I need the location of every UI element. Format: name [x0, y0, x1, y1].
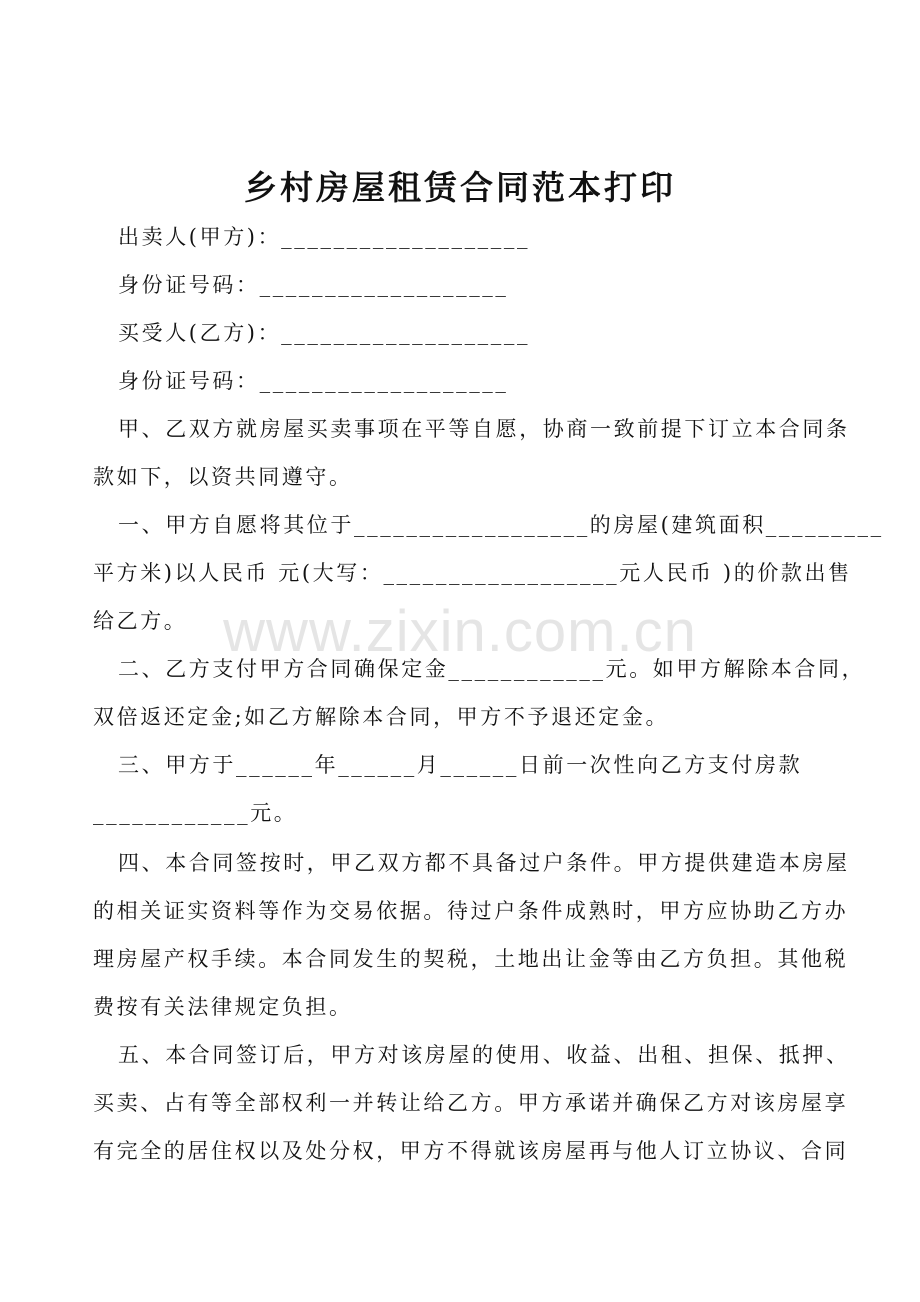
clause-4-line: 四、本合同签按时，甲乙双方都不具备过户条件。甲方提供建造本房屋: [118, 851, 850, 875]
watermark: www.zixin.com.cn: [223, 599, 697, 664]
seller-id-line: 身份证号码：___________________: [118, 273, 509, 297]
intro-paragraph-line: 甲、乙双方就房屋买卖事项在平等自愿，协商一致前提下订立本合同条: [118, 417, 850, 441]
clause-1-line: 平方米)以人民币 元(大写：__________________元人民币 )的价款出售: [93, 561, 852, 585]
clause-3-line: 三、甲方于______年______月______日前一次性向乙方支付房款: [118, 753, 803, 777]
clause-4-line: 理房屋产权手续。本合同发生的契税，土地出让金等由乙方负担。其他税: [93, 947, 849, 971]
clause-5-line: 五、本合同签订后，甲方对该房屋的使用、收益、出租、担保、抵押、: [118, 1043, 850, 1067]
clause-3-line: ____________元。: [93, 801, 298, 825]
intro-paragraph-line: 款如下，以资共同遵守。: [93, 465, 353, 489]
clause-4-line: 的相关证实资料等作为交易依据。待过户条件成熟时，甲方应协助乙方办: [93, 899, 849, 923]
clause-2-line: 双倍返还定金;如乙方解除本合同，甲方不予退还定金。: [93, 705, 670, 729]
clause-5-line: 买卖、占有等全部权利一并转让给乙方。甲方承诺并确保乙方对该房屋享: [93, 1091, 849, 1115]
document-title: 乡村房屋租赁合同范本打印: [244, 168, 676, 207]
clause-4-line: 费按有关法律规定负担。: [93, 995, 353, 1019]
buyer-line: 买受人(乙方)：___________________: [118, 321, 531, 345]
clause-5-line: 有完全的居住权以及处分权，甲方不得就该房屋再与他人订立协议、合同: [93, 1139, 849, 1163]
clause-2-line: 二、乙方支付甲方合同确保定金____________元。如甲方解除本合同，: [118, 657, 866, 681]
clause-1-line: 给乙方。: [93, 609, 188, 633]
clause-1-line: 一、甲方自愿将其位于__________________的房屋(建筑面积_________: [118, 513, 884, 537]
buyer-id-line: 身份证号码：___________________: [118, 369, 509, 393]
seller-line: 出卖人(甲方)：___________________: [118, 225, 531, 249]
